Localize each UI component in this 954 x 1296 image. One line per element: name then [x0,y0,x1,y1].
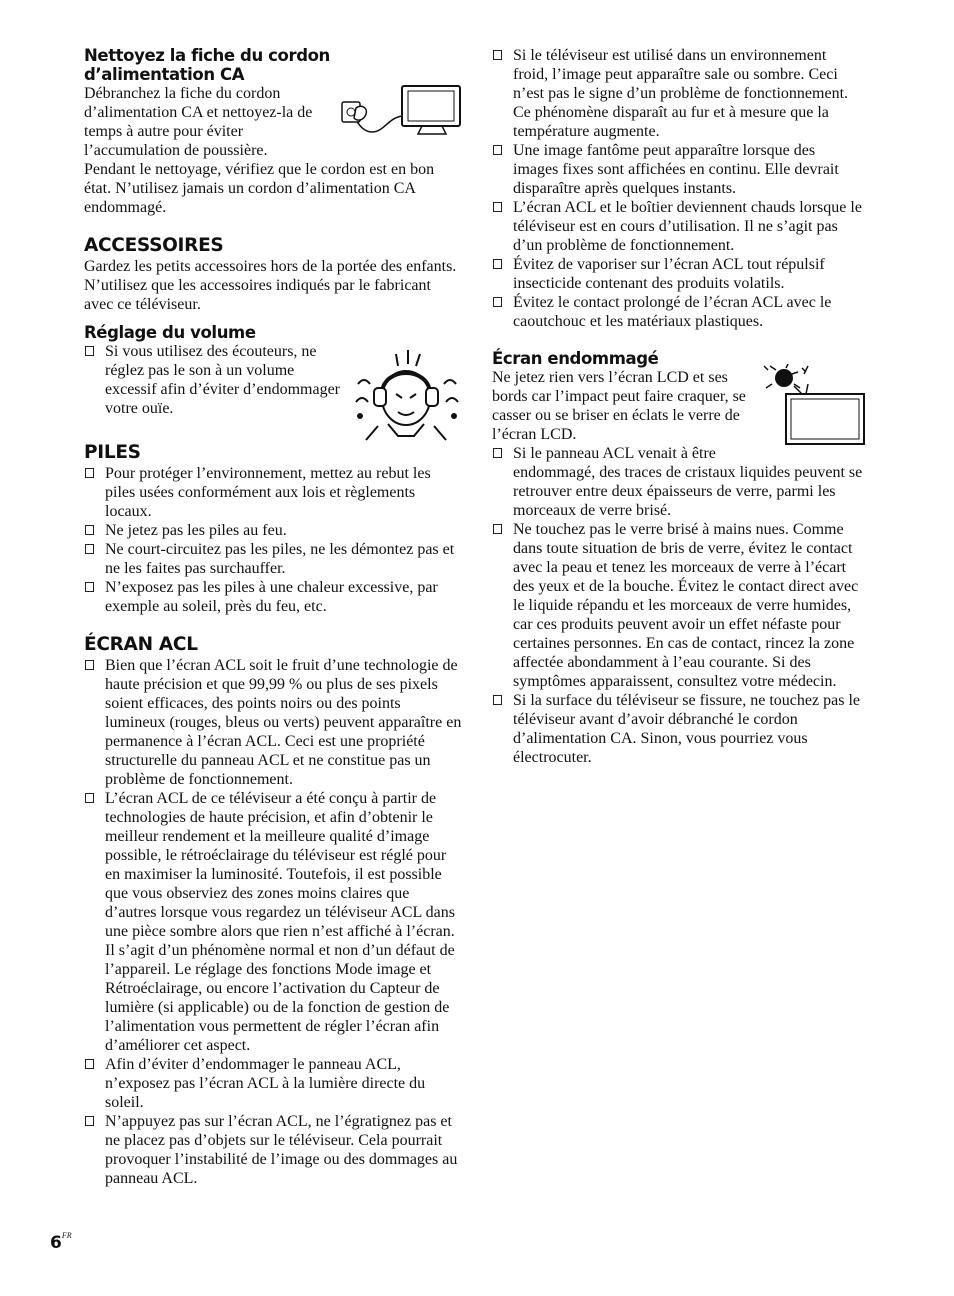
list-item: Évitez le contact prolongé de l’écran ACL avec le caoutchouc et les matériaux plastiques. [492,293,864,331]
list-item: Si la surface du téléviseur se fissure, ne touchez pas le téléviseur avant d’avoir débranché le cordon d’alimentation CA. Sinon, vous pourriez vous électrocuter. [492,691,864,767]
page-number: $6^{FR}$ [50,1231,72,1253]
section-ecran-endommage [492,349,864,767]
section-ecran-acl-continued [492,46,864,331]
list-item: L’écran ACL et le boîtier deviennent chauds lorsque le téléviseur est en cours d’utilisation. Il ne s’agit pas d’un problème de fonctionnement. [492,198,864,255]
checkbox-bullet-icon [85,525,94,535]
list-item: Ne jetez pas les piles au feu. [84,521,462,540]
list-item: Pour protéger l’environnement, mettez au rebut les piles usées conformément aux lois et règlements locaux. [84,464,462,521]
checkbox-bullet-icon [493,695,502,705]
list-item: N’appuyez pas sur l’écran ACL, ne l’égratignez pas et ne placez pas d’objets sur le téléviseur. Cela pourrait provoquer l’instabilité de l’image ou des dommages au panneau ACL. [84,1112,462,1188]
checkbox-bullet-icon [85,346,94,356]
accessoires-text: Gardez les petits accessoires hors de la portée des enfants. N’utilisez que les accessoires indiqués par le fabricant avec ce téléviseur. [84,258,457,313]
list-item: Si le téléviseur est utilisé dans un environnement froid, l’image peut apparaître sale ou sombre. Ceci n’est pas le signe d’un problème de fonctionnement. Ce phénomène disparaît au fur et à mesure que la température augmente. [492,46,864,141]
piles-heading: PILES [84,442,141,463]
checkbox-bullet-icon [85,468,94,478]
checkbox-bullet-icon [493,202,502,212]
section-piles [84,442,462,616]
list-item: Une image fantôme peut apparaître lorsque des images fixes sont affichées en continu. Elle devrait disparaître après quelques instants. [492,141,864,198]
checkbox-bullet-icon [85,582,94,592]
checkbox-bullet-icon [493,297,502,307]
section-accessoires [84,235,462,314]
tv-power-plug-icon [338,82,464,144]
list-item: Ne court-circuitez pas les piles, ne les démontez pas et ne les faites pas surchauffer. [84,540,462,578]
checkbox-bullet-icon [493,145,502,155]
ecran-acl-list [84,656,462,1188]
volume-list [84,342,462,418]
checkbox-bullet-icon [493,524,502,534]
checkbox-bullet-icon [493,50,502,60]
ecran-endommage-heading: Écran endommagé [492,349,659,368]
checkbox-bullet-icon [85,1116,94,1126]
page-language: FR [61,1231,72,1240]
ecran-acl-list-continued [492,46,864,331]
broken-tv-screen-icon [762,364,868,452]
list-item: Évitez de vaporiser sur l’écran ACL tout répulsif insecticide contenant des produits volatils. [492,255,864,293]
section-volume [84,323,462,418]
ecran-endommage-intro: Ne jetez rien vers l’écran LCD et ses bords car l’impact peut faire craquer, se casser ou se briser en éclats le verre de l’écran LCD. [492,369,746,443]
list-item: Si le panneau ACL venait à être endommagé, des traces de cristaux liquides peuvent se retrouver entre deux épaisseurs de verre, parmi les morceaux de verre brisé. [492,444,864,520]
ecran-endommage-list [492,444,864,767]
left-column [84,46,462,1188]
volume-heading: Réglage du volume [84,323,256,342]
list-item: N’exposez pas les piles à une chaleur excessive, par exemple au soleil, près du feu, etc. [84,578,462,616]
list-item: L’écran ACL de ce téléviseur a été conçu à partir de technologies de haute précision, et afin d’obtenir le meilleur rendement et la meilleure qualité d’image possible, le rétroéclairage du téléviseur est réglé pour en maximiser la luminosité. Toutefois, il est possible que vous observiez des zones moins claires que d’autres lorsque vous regardez un téléviseur ACL dans une pièce sombre alors que rien n’est affiché à l’écran. Il s’agit d’un phénomène normal et non d’un défaut de l’appareil. Le réglage des fonctions Mode image et Rétroéclairage, ou encore l’activation du Capteur de lumière (si applicable) ou de la fonction de gestion de l’alimentation vous permettent de régler l’écran afin d’améliorer cet aspect. [84,789,462,1055]
ecran-acl-heading: ÉCRAN ACL [84,634,198,655]
list-item: Afin d’éviter d’endommager le panneau ACL, n’exposez pas l’écran ACL à la lumière directe du soleil. [84,1055,462,1112]
section-power-plug [84,46,462,217]
section-ecran-acl [84,634,462,1188]
list-item: Si vous utilisez des écouteurs, ne réglez pas le son à un volume excessif afin d’éviter d’endommager votre ouïe. [84,342,462,418]
checkbox-bullet-icon [493,448,502,458]
accessoires-heading: ACCESSOIRES [84,235,224,256]
list-item: Bien que l’écran ACL soit le fruit d’une technologie de haute précision et que 99,99 % ou plus de ses pixels soient efficaces, des points noirs ou des points lumineux (rouges, bleus ou verts) peuvent apparaître en permanence à l’écran ACL. Ceci est une propriété structurelle du panneau ACL et ne constitue pas un problème de fonctionnement. [84,656,462,789]
power-plug-heading: Nettoyez la fiche du cordon d’alimentation CA [84,46,330,84]
checkbox-bullet-icon [493,259,502,269]
power-plug-text-2: Pendant le nettoyage, vérifiez que le cordon est en bon état. N’utilisez jamais un cordon d’alimentation CA endommagé. [84,161,435,216]
right-column [492,46,864,767]
power-plug-text-1: Débranchez la fiche du cordon d’alimentation CA et nettoyez-la de temps à autre pour éviter l’accumulation de poussière. [84,85,313,159]
checkbox-bullet-icon [85,793,94,803]
checkbox-bullet-icon [85,660,94,670]
checkbox-bullet-icon [85,1059,94,1069]
list-item: Ne touchez pas le verre brisé à mains nues. Comme dans toute situation de bris de verre, évitez le contact avec la peau et tenez les morceaux de verre à l’écart des yeux et de la bouche. Évitez le contact direct avec le liquide répandu et les morceaux de verre humides, car ces produits peuvent avoir un effet néfaste pour certaines personnes. En cas de contact, rincez la zone affectée abondamment à l’eau courante. Si des symptômes apparaissent, consultez votre médecin. [492,520,864,691]
checkbox-bullet-icon [85,544,94,554]
piles-list [84,464,462,616]
